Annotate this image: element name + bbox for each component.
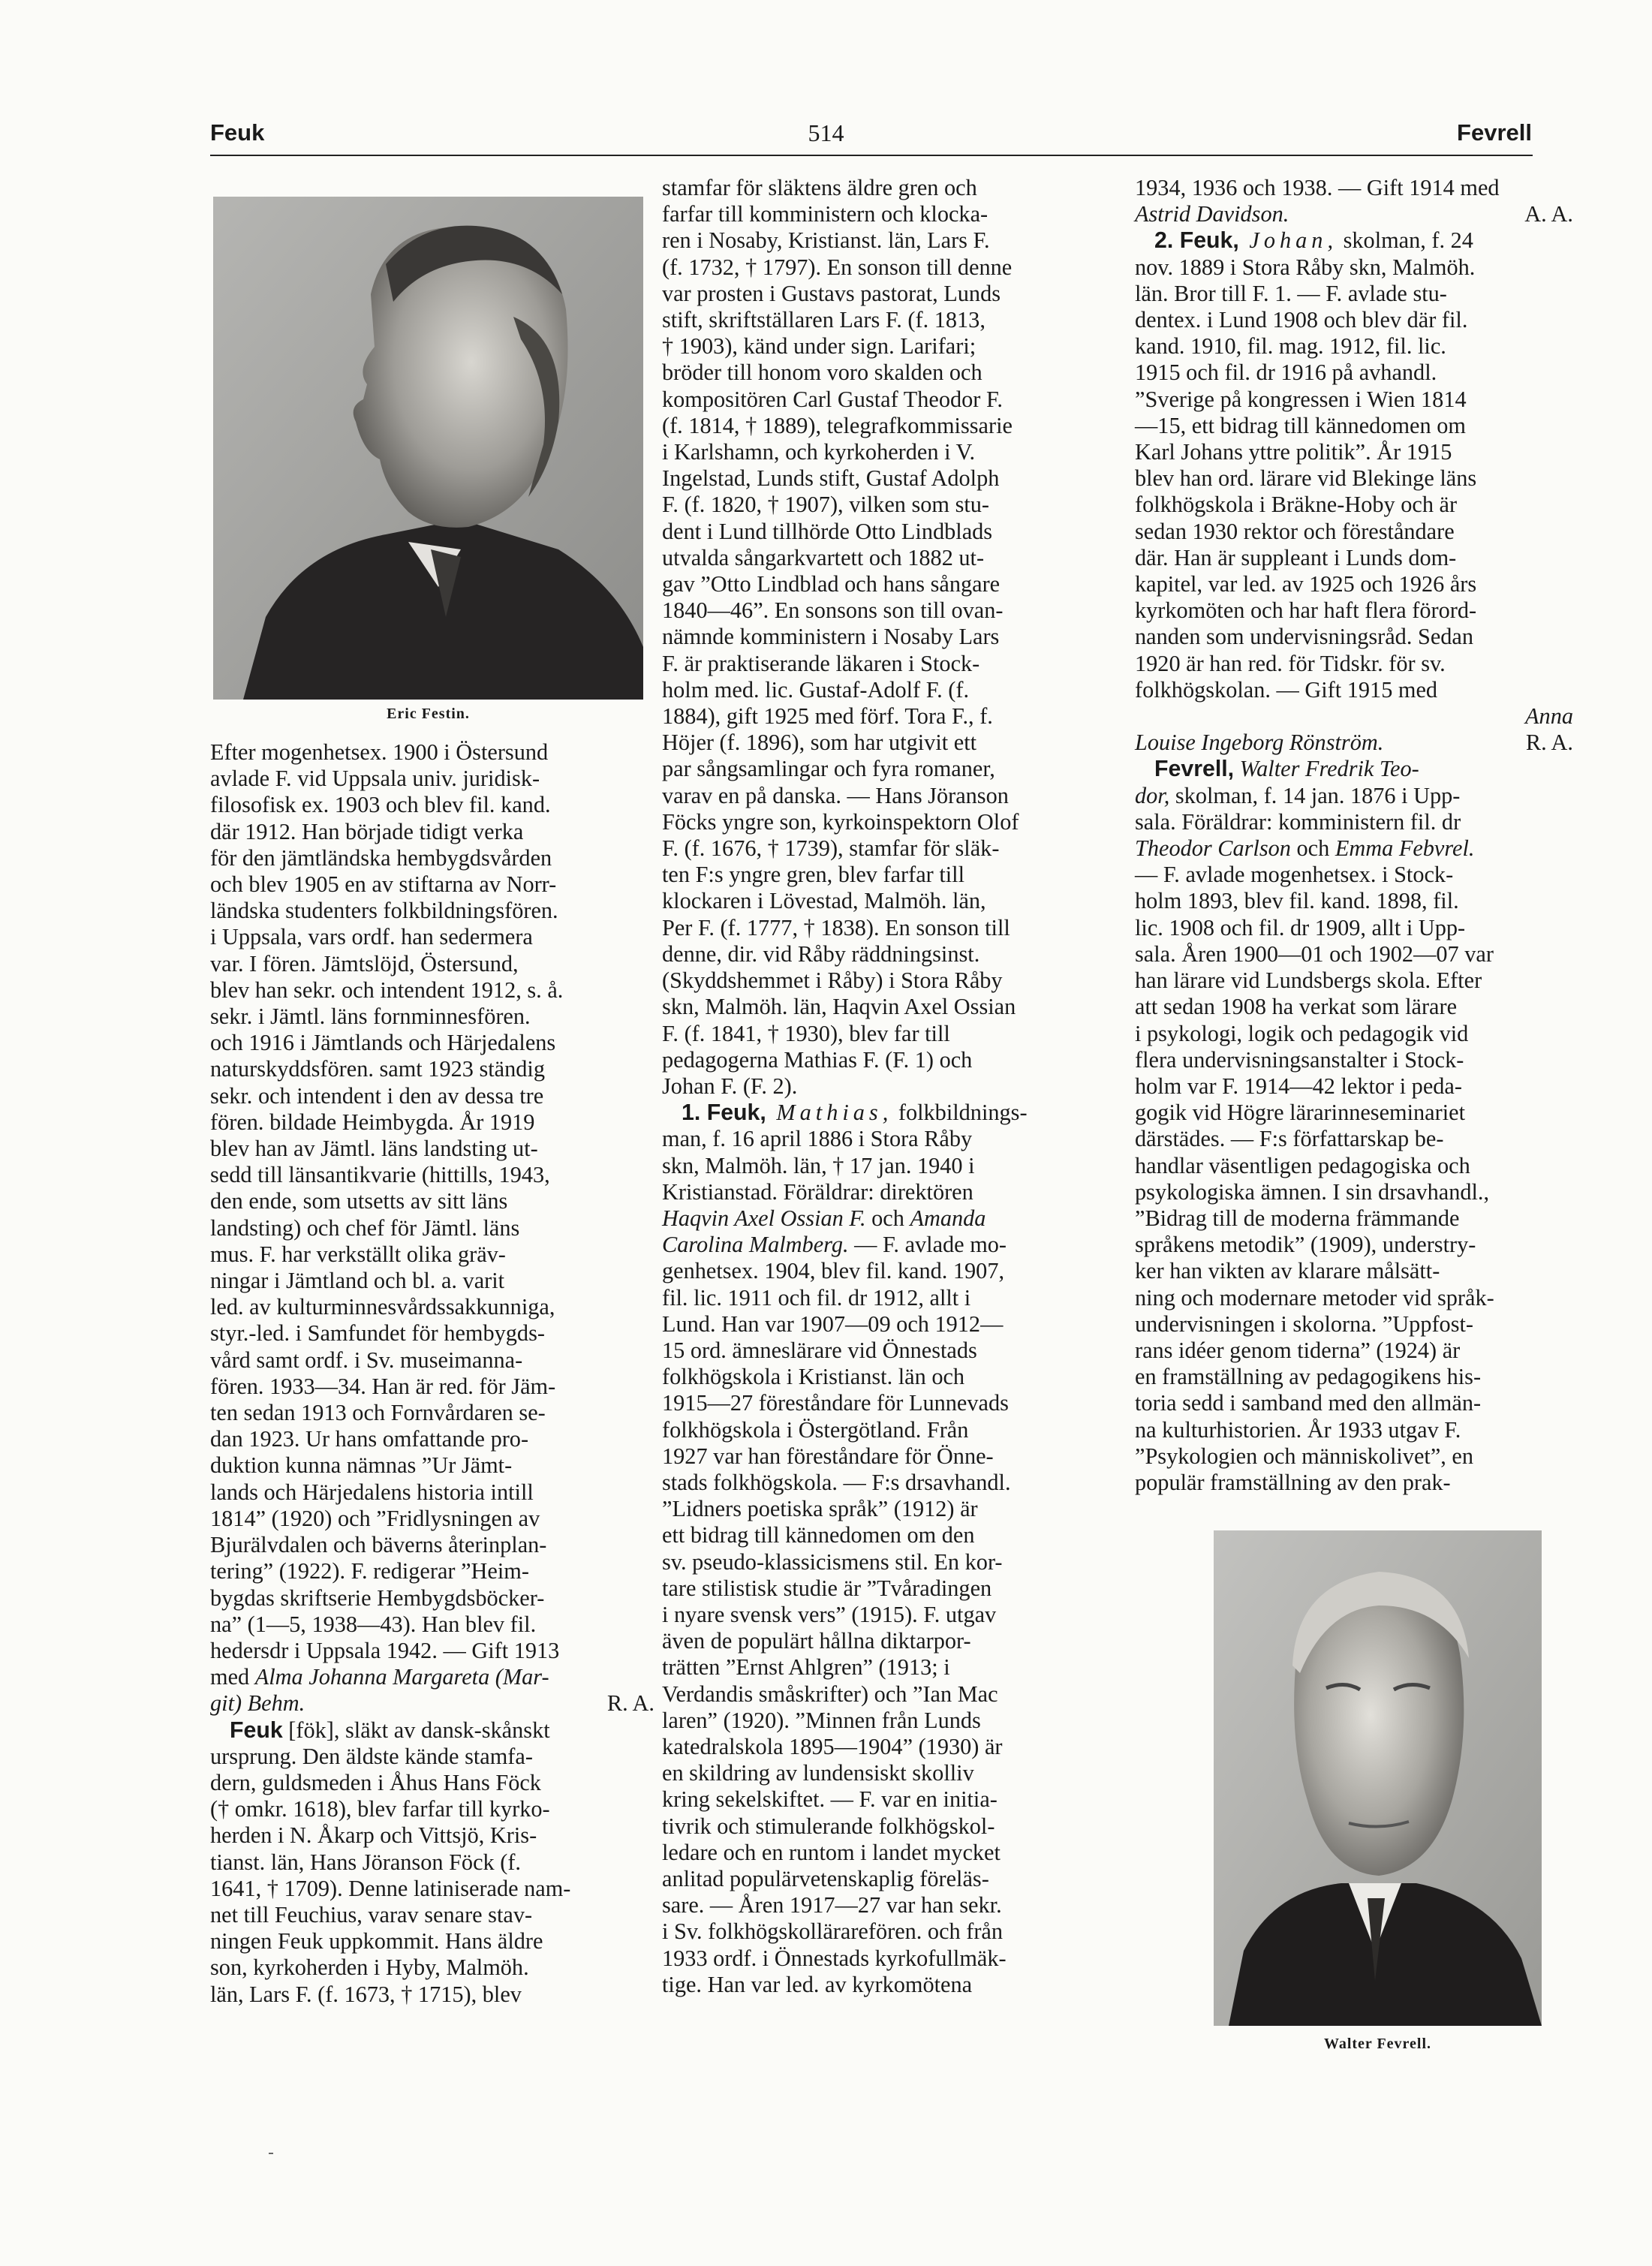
col1-line: mus. F. har verkställt olika gräv- [210, 1241, 506, 1267]
col1-line: († omkr. 1618), blev farfar till kyrko- [210, 1796, 550, 1822]
parent-mother: Amanda [910, 1205, 986, 1231]
col1-line: 1641, † 1709). Denne latiniserade nam- [210, 1875, 571, 1901]
col1-line: net till Feuchius, varav senare stav- [210, 1901, 533, 1927]
col3-line: därstädes. — F:s författarskap be- [1135, 1126, 1444, 1152]
col1-line: hedersdr i Uppsala 1942. — Gift 1913 [210, 1637, 560, 1663]
spouse-astrid: Astrid Davidson. [1135, 201, 1289, 227]
col3-sign-line-2 [1135, 730, 1573, 756]
entry-fevrell-line-3: sala. Föräldrar: komministern fil. dr [1135, 808, 1461, 835]
col2-line: trätten ”Ernst Ahlgren” (1913; i [662, 1654, 950, 1681]
col2-line: Föcks yngre son, kyrkoinspektorn Olof [662, 808, 1019, 835]
col2-line: 1933 ordf. i Önnestads kyrkofullmäk- [662, 1945, 1007, 1971]
col2-line: en skildring av lundensiskt skolliv [662, 1760, 974, 1786]
col2-line: man, f. 16 april 1886 i Stora Råby [662, 1126, 973, 1152]
col2-line: utvalda sångarkvartett och 1882 ut- [662, 544, 985, 570]
col2-line: 1840—46”. En sonsons son till ovan- [662, 597, 1004, 624]
col1-sign-line [210, 1690, 654, 1717]
entry-mathias-rest: folkbildnings- [892, 1100, 1028, 1126]
col2-line: Ingelstad, Lunds stift, Gustaf Adolph [662, 465, 1000, 492]
col2-line: tivrik och stimulerande folkhögskol- [662, 1813, 995, 1839]
col2-text-block [662, 175, 1108, 1100]
fevrell-father: Theodor Carlson [1135, 835, 1291, 862]
entry-name-johan: Johan, [1238, 227, 1338, 254]
col3-line: psykologiska ämnen. I sin drsavhandl., [1135, 1178, 1490, 1205]
col2-line: katedralskola 1895—1904” (1930) är [662, 1733, 1003, 1759]
col2-line: folkhögskola i Kristianst. län och [662, 1364, 965, 1390]
caption-walter-fevrell: Walter Fevrell. [1323, 2036, 1432, 2052]
col1-line: vård samt ordf. i Sv. museimanna- [210, 1347, 523, 1373]
entry-heading-feuk-2: Feuk, [1179, 228, 1239, 254]
col2-line: fil. lic. 1911 och fil. dr 1912, allt i [662, 1284, 971, 1311]
col1-line: bygdas skriftserie Hembygdsböcker- [210, 1584, 545, 1611]
col3-line: na kulturhistorien. År 1933 utgav F. [1135, 1416, 1461, 1443]
col2-line: gav ”Otto Lindblad och hans sångare [662, 571, 1001, 597]
col3-line: dentex. i Lund 1908 och blev där fil. [1135, 307, 1468, 333]
col3-line: gogik vid Högre lärarinneseminariet [1135, 1100, 1466, 1126]
col2-line: † 1903), känd under sign. Larifari; [662, 333, 976, 360]
col1-line: duktion kunna nämnas ”Ur Jämt- [210, 1452, 513, 1479]
col2-text-block-2 [662, 1126, 1108, 1205]
signature-ra: R. A. [606, 1690, 654, 1717]
signature-aa: A. A. [1524, 201, 1573, 227]
col3-line: där. Han är suppleant i Lunds dom- [1135, 544, 1457, 570]
entry-number-2: 2. [1154, 228, 1180, 254]
col1-line: ningen Feuk uppkommit. Hans äldre [210, 1928, 543, 1955]
entry-heading-feuk-1: Feuk, [706, 1100, 766, 1126]
col1-line: ningar i Jämtland och bl. a. varit [210, 1268, 505, 1294]
col1-line: där 1912. Han började tidigt verka [210, 818, 524, 844]
running-head-left: Feuk [210, 119, 265, 146]
col1-line: var. I fören. Jämtslöjd, Östersund, [210, 950, 519, 977]
col3-line: han lärare vid Lundsbergs skola. Efter [1135, 967, 1482, 994]
entry-fevrell-head-line [1135, 756, 1573, 782]
portrait-eric-festin-image [213, 197, 643, 700]
col1-line: dan 1923. Ur hans omfattande pro- [210, 1426, 529, 1452]
col3-line: rans idéer genom tiderna” (1924) är [1135, 1337, 1461, 1363]
col2-line: stift, skriftställaren Lars F. (f. 1813, [662, 307, 985, 333]
entry-johan-head-line [1135, 227, 1573, 254]
col2-line: F. (f. 1676, † 1739), stamfar för släk- [662, 835, 1000, 862]
col1-line: herden i N. Åkarp och Vittsjö, Kris- [210, 1822, 537, 1849]
entry-fevrell-rest: skolman, f. 14 jan. 1876 i Upp- [1169, 782, 1461, 808]
col1-line: sekr. och intendent i den av dessa tre [210, 1082, 544, 1109]
fevrell-parents-line [1135, 835, 1573, 862]
entry-name-mathias: Mathias, [766, 1100, 893, 1126]
parents-line-2 [662, 1232, 1108, 1258]
col2-line: tare stilistisk studie är ”Tvåradingen [662, 1575, 992, 1601]
col3-line: kand. 1910, fil. mag. 1912, fil. lic. [1135, 333, 1446, 360]
col1-line: fören. 1933—34. Han är red. för Jäm- [210, 1373, 556, 1399]
col1-line: fören. bildade Heimbygda. År 1919 [210, 1109, 535, 1135]
col2-line: varav en på danska. — Hans Jöranson [662, 782, 1009, 808]
col2-line: stamfar för släktens äldre gren och [662, 175, 977, 200]
entry-johan-rest: skolman, f. 24 [1338, 227, 1473, 254]
col3-line: blev han ord. lärare vid Blekinge läns [1135, 465, 1477, 492]
col3-line: ”Psykologien och människolivet”, en [1135, 1443, 1474, 1469]
col2-line: F. (f. 1820, † 1907), vilken som stu- [662, 492, 990, 518]
col3-line: sala. Åren 1900—01 och 1902—07 var [1135, 940, 1494, 967]
col3-line: kapitel, var led. av 1925 och 1926 års [1135, 571, 1477, 597]
col1-line: landsting) och chef för Jämtl. läns [210, 1214, 520, 1241]
col1-line: avlade F. vid Uppsala univ. juridisk- [210, 766, 540, 792]
portrait-walter-fevrell [1214, 1530, 1542, 2026]
spouse-anna-end: Louise Ingeborg Rönström. [1135, 730, 1384, 756]
col1-line: i Uppsala, vars ordf. han sedermera [210, 924, 533, 950]
col2-line: Per F. (f. 1777, † 1838). En sonson till [662, 914, 1010, 940]
entry-mathias-head-line [662, 1100, 1108, 1126]
col2-line: 1884), gift 1925 med förf. Tora F., f. [662, 703, 993, 730]
col2-line: Verdandis småskrifter) och ”Ian Mac [662, 1681, 998, 1707]
entry-name-walter: Walter Fredrik Teo- [1234, 756, 1419, 782]
col2-line: stads folkhögskola. — F:s drsavhandl. [662, 1469, 1011, 1495]
col2-line: sv. pseudo-klassicismens stil. En kor- [662, 1548, 1003, 1575]
entry-feuk-head-line [210, 1717, 654, 1744]
col3-line: lic. 1908 och fil. dr 1909, allt i Upp- [1135, 914, 1466, 940]
col2-line: skn, Malmöh. län, † 17 jan. 1940 i [662, 1152, 975, 1178]
col2-line: ren i Nosaby, Kristianst. län, Lars F. [662, 227, 990, 254]
col2-line: ten F:s yngre gren, blev farfar till [662, 862, 964, 888]
col1-line: lands och Härjedalens historia intill [210, 1479, 534, 1505]
col1-line: dern, guldsmeden i Åhus Hans Föck [210, 1769, 541, 1795]
col2-line: laren” (1920). ”Minnen från Lunds [662, 1707, 981, 1733]
col1-line: ten sedan 1913 och Fornvårdaren se- [210, 1400, 546, 1426]
col2-line: pedagogerna Mathias F. (F. 1) och [662, 1046, 973, 1073]
col3-line: ker han vikten av klarare målsätt- [1135, 1258, 1440, 1284]
col2-line: Lund. Han var 1907—09 och 1912— [662, 1311, 1004, 1337]
col3-line-1: 1934, 1936 och 1938. — Gift 1914 med [1135, 175, 1500, 200]
col3-line: ning och modernare metoder vid språk- [1135, 1284, 1494, 1311]
col1-line: Efter mogenhetsex. 1900 i Östersund [210, 739, 549, 765]
col2-line: kompositören Carl Gustaf Theodor F. [662, 386, 1003, 412]
col3-wife2-line [1135, 703, 1573, 730]
entry-heading-feuk: Feuk [230, 1717, 283, 1743]
header-rule [210, 155, 1533, 156]
fevrell-parents-and: och [1290, 835, 1335, 862]
col3-line: 1915 och fil. dr 1916 på avhandl. [1135, 360, 1437, 386]
col2-line: i Sv. folkhögskollärarefören. och från [662, 1918, 1004, 1945]
col3-line: län. Bror till F. 1. — F. avlade stu- [1135, 280, 1447, 306]
col1-line: blev han av Jämtl. läns landsting ut- [210, 1136, 538, 1162]
col3-line: —15, ett bidrag till kännedomen om [1135, 412, 1466, 438]
spouse-name-end: git) Behm. [210, 1690, 305, 1717]
col3-line: nanden som undervisningsråd. Sedan [1135, 624, 1474, 650]
col1-line: na” (1—5, 1938—43). Han blev fil. [210, 1611, 537, 1637]
col2-line: nämnde komministern i Nosaby Lars [662, 624, 1000, 650]
col2-line: i nyare svensk vers” (1915). F. utgav [662, 1601, 997, 1627]
col3-line: handlar väsentligen pedagogiska och [1135, 1152, 1470, 1178]
col3-line: folkhögskola i Bräkne-Hoby och är [1135, 492, 1458, 518]
col2-line: 15 ord. ämneslärare vid Önnestads [662, 1337, 977, 1363]
col2-line: ledare och en runtom i landet mycket [662, 1839, 1001, 1865]
col3-line: språkens metodik” (1909), understry- [1135, 1232, 1476, 1258]
caption-eric-festin: Eric Festin. [387, 706, 470, 722]
col2-line: F. är praktiserande läkaren i Stock- [662, 650, 980, 676]
column-3 [1135, 175, 1573, 1496]
col3-line: folkhögskolan. — Gift 1915 med [1135, 676, 1438, 703]
spouse-name: Alma Johanna Margareta (Mar- [254, 1664, 549, 1690]
page-number: 514 [808, 119, 844, 146]
col1-text-block-2 [210, 1744, 654, 2008]
parents-rest: — F. avlade mo- [848, 1232, 1007, 1258]
col1-line: sekr. i Jämtl. läns fornminnesfören. [210, 1004, 531, 1030]
col1-line: sedd till länsantikvarie (hittills, 1943, [210, 1162, 550, 1188]
col1-line: styr.-led. i Samfundet för hembygds- [210, 1320, 545, 1347]
col3-line: ”Sverige på kongressen i Wien 1814 [1135, 386, 1467, 412]
col2-line: Höjer (f. 1896), som har utgivit ett [662, 730, 977, 756]
col3-line: flera undervisningsanstalter i Stock- [1135, 1046, 1464, 1073]
col2-line: var prosten i Gustavs pastorat, Lunds [662, 280, 1001, 306]
entry-heading-fevrell: Fevrell, [1154, 757, 1235, 782]
col3-line: i psykologi, logik och pedagogik vid [1135, 1020, 1469, 1046]
column-1 [210, 739, 654, 2008]
running-head-right: Fevrell [1457, 119, 1532, 146]
col1-line: Bjurälvdalen och bäverns återinplan- [210, 1532, 547, 1558]
col3-text-block-3 [1135, 862, 1573, 1496]
col3-line: en framställning av pedagogikens his- [1135, 1364, 1482, 1390]
col1-line: tering” (1922). F. redigerar ”Heim- [210, 1558, 529, 1584]
col2-line: 1915—27 föreståndare för Lunnevads [662, 1390, 1009, 1416]
col2-line: (f. 1732, † 1797). En sonson till denne [662, 254, 1013, 280]
col1-line: led. av kulturminnesvårdssakkunniga, [210, 1294, 555, 1320]
col1-gift-line [210, 1664, 654, 1690]
col3-line: holm var F. 1914—42 lektor i peda- [1135, 1073, 1462, 1099]
col2-line: (Skyddshemmet i Råby) i Stora Råby [662, 967, 1003, 994]
col1-line: blev han sekr. och intendent 1912, s. å. [210, 977, 564, 1003]
col3-line: holm 1893, blev fil. kand. 1898, fil. [1135, 888, 1459, 914]
col1-line: tianst. län, Hans Jöranson Föck (f. [210, 1849, 521, 1875]
parents-and: och [865, 1205, 910, 1231]
col3-line: — F. avlade mogenhetsex. i Stock- [1135, 862, 1454, 888]
col1-text-block [210, 739, 654, 1664]
parent-father: Haqvin Axel Ossian F. [662, 1205, 866, 1231]
signature-ra-2: R. A. [1525, 730, 1573, 756]
col2-line: sare. — Åren 1917—27 var han sekr. [662, 1892, 1002, 1918]
column-2 [662, 175, 1108, 1998]
col3-sign-line-1 [1135, 201, 1573, 227]
col2-line: klockaren i Lövestad, Malmöh. län, [662, 888, 986, 914]
col3-line: populär framställning av den prak- [1135, 1469, 1451, 1495]
entry-number-1: 1. [682, 1100, 707, 1126]
col2-line: par sångsamlingar och fyra romaner, [662, 756, 995, 782]
col2-line: skn, Malmöh. län, Haqvin Axel Ossian [662, 994, 1016, 1020]
col2-line: Johan F. (F. 2). [662, 1073, 798, 1099]
fevrell-mother: Emma Febvrel. [1335, 835, 1475, 862]
col2-line: ”Lidners poetiska språk” (1912) är [662, 1496, 978, 1522]
col1-line: och blev 1905 en av stiftarna av Norr- [210, 871, 557, 898]
col2-line: anlitad populärvetenskaplig föreläs- [662, 1866, 989, 1891]
col1-line: och 1916 i Jämtlands och Härjedalens [210, 1030, 556, 1056]
col3-line: undervisningen i skolorna. ”Uppfost- [1135, 1311, 1474, 1337]
col2-line: tige. Han var led. av kyrkomötena [662, 1971, 973, 1997]
col1-line: för den jämtländska hembygdsvården [210, 844, 552, 871]
col1-line: ländska studenters folkbildningsfören. [210, 898, 558, 924]
parents-line-1 [662, 1205, 1108, 1232]
col1-line: den ende, som utsetts av sitt läns [210, 1188, 508, 1214]
col2-line: folkhögskola i Östergötland. Från [662, 1416, 969, 1443]
col2-line: dent i Lund tillhörde Otto Lindblads [662, 518, 993, 544]
spouse-anna: Anna [1525, 703, 1573, 730]
col2-line: Kristianstad. Föräldrar: direktören [662, 1178, 973, 1205]
col2-text-block-3 [662, 1258, 1108, 1998]
col3-line: ”Bidrag till de moderna främmande [1135, 1205, 1460, 1231]
col3-line: nov. 1889 i Stora Råby skn, Malmöh. [1135, 254, 1476, 280]
col1-line: 1814” (1920) och ”Fridlysningen av [210, 1505, 540, 1531]
col2-line: 1927 var han föreståndare för Önne- [662, 1443, 994, 1469]
parent-mother-end: Carolina Malmberg. [662, 1232, 849, 1258]
col3-line: toria sedd i samband med den allmän- [1135, 1390, 1482, 1416]
entry-name-walter-end: dor, [1135, 782, 1170, 808]
col3-line: Karl Johans yttre politik”. År 1915 [1135, 439, 1452, 465]
col3-line: kyrkomöten och har haft flera förord- [1135, 597, 1477, 624]
col3-line: att sedan 1908 ha verkat som lärare [1135, 994, 1458, 1020]
col1-line: ursprung. Den äldste kände stamfa- [210, 1743, 533, 1769]
col3-line: 1920 är han red. för Tidskr. för sv. [1135, 650, 1446, 676]
col2-line: i Karlshamn, och kyrkoherden i V. [662, 439, 976, 465]
col2-line: även de populärt hållna diktarpor- [662, 1628, 971, 1654]
portrait-walter-fevrell-image [1214, 1530, 1542, 2026]
col2-line: kring sekelskiftet. — F. var en initia- [662, 1786, 998, 1813]
col3-line: sedan 1930 rektor och föreståndare [1135, 518, 1455, 544]
col2-line: ett bidrag till kännedomen om den [662, 1522, 975, 1548]
col1-line: son, kyrkoherden i Hyby, Malmöh. [210, 1955, 529, 1981]
col1-line: filosofisk ex. 1903 och blev fil. kand. [210, 792, 551, 818]
col2-line: denne, dir. vid Råby räddningsinst. [662, 940, 980, 967]
col2-line: (f. 1814, † 1889), telegrafkommissarie [662, 412, 1013, 438]
entry-fevrell-line-2 [1135, 783, 1573, 809]
col1-gift-pre: med [210, 1664, 255, 1690]
col2-line: bröder till honom voro skalden och [662, 360, 982, 386]
col2-line: genhetsex. 1904, blev fil. kand. 1907, [662, 1258, 1005, 1284]
col2-line: holm med. lic. Gustaf-Adolf F. (f. [662, 676, 970, 703]
entry-feuk-intro: [fök], släkt av dansk-skånskt [282, 1717, 550, 1743]
col2-line: F. (f. 1841, † 1930), blev far till [662, 1020, 950, 1046]
col2-line: farfar till komministern och klocka- [662, 201, 988, 227]
portrait-eric-festin [213, 197, 643, 700]
col1-line: län, Lars F. (f. 1673, † 1715), blev [210, 1981, 522, 2007]
col3-text-block-2 [1135, 254, 1573, 703]
page-mark [269, 2153, 273, 2154]
col1-line: naturskyddsfören. samt 1923 ständig [210, 1056, 545, 1082]
